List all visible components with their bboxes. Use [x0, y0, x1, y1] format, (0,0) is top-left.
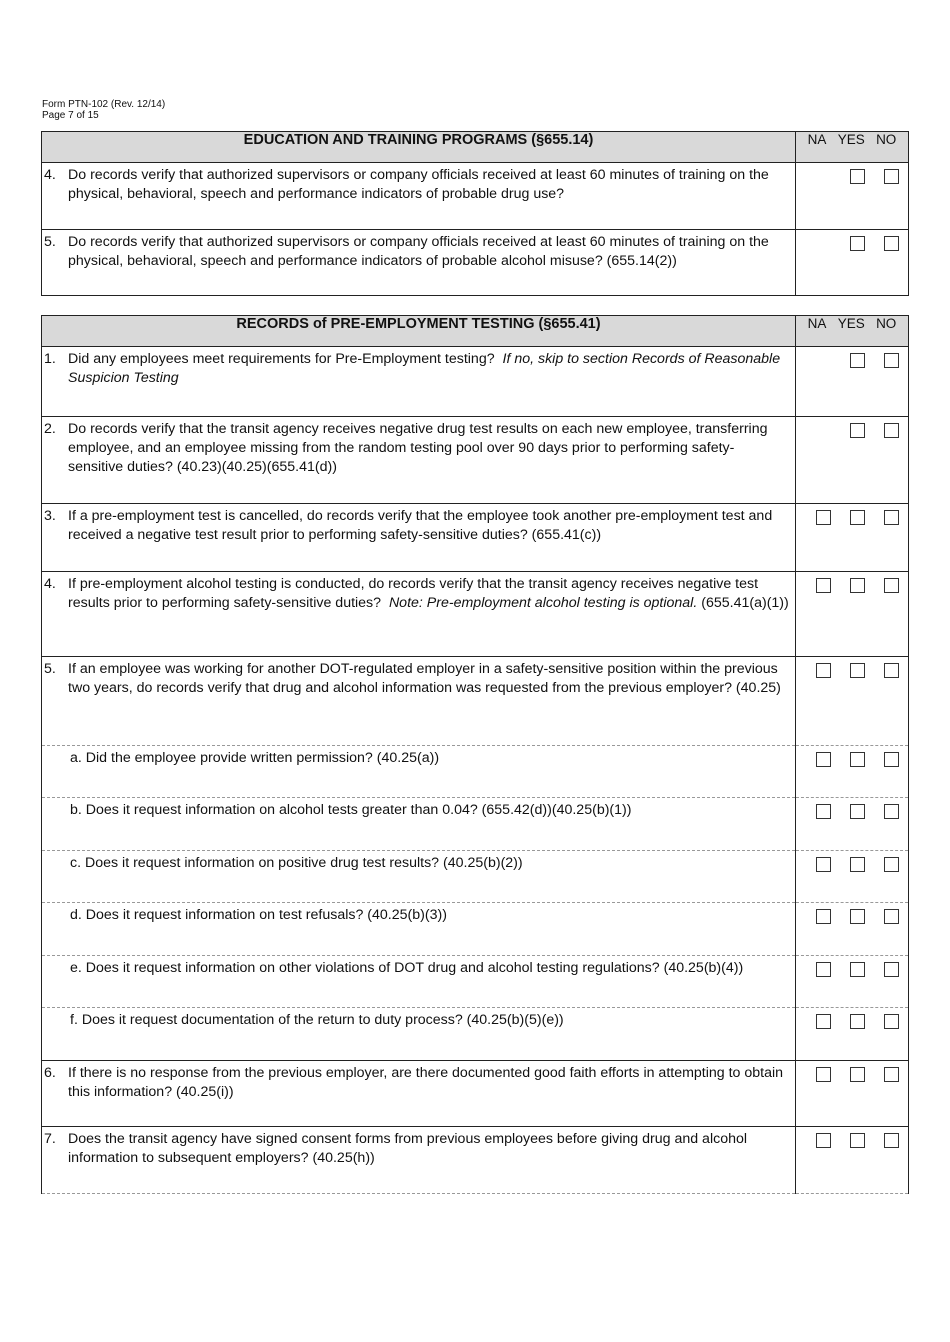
- yes-checkbox[interactable]: [850, 1014, 865, 1029]
- no-label: NO: [876, 132, 897, 147]
- question-text: Did any employees meet requirements for Pre-Employment testing?: [68, 351, 495, 367]
- page-number: Page 7 of 15: [42, 110, 99, 121]
- na-checkbox[interactable]: [816, 578, 831, 593]
- sub-question-row: [42, 851, 909, 903]
- sub-question-text: f. Does it request documentation of the return to duty process? (40.25(b)(5)(e)): [70, 1012, 564, 1028]
- na-label: NA: [807, 316, 827, 331]
- question-text: Does the transit agency have signed consent forms from previous employees before giving drug and alcohol information to subsequent employers? (40.25(h)): [68, 1131, 748, 1166]
- na-checkbox[interactable]: [816, 1133, 831, 1148]
- question-text: If there is no response from the previous employer, are there documented good faith efforts in attempting to obtain this information? (40.25(i)): [68, 1065, 784, 1100]
- question-row: [42, 417, 909, 504]
- yes-checkbox[interactable]: [850, 663, 865, 678]
- question-number: 5.: [44, 661, 56, 677]
- sub-question-text: e. Does it request information on other violations of DOT drug and alcohol testing regulations? (40.25(b)(4)): [70, 960, 744, 976]
- yes-checkbox[interactable]: [850, 169, 865, 184]
- section-pre-employment-testing: [41, 315, 909, 1194]
- question-row: [42, 504, 909, 572]
- na-checkbox[interactable]: [816, 1067, 831, 1082]
- question-text: If an employee was working for another DOT-regulated employer in a safety-sensitive position within the previous two years, do records verify that drug and alcohol information was requested from the previous employer? (40.25): [68, 661, 781, 696]
- no-checkbox[interactable]: [884, 578, 899, 593]
- na-checkbox[interactable]: [816, 510, 831, 525]
- no-checkbox[interactable]: [884, 1067, 899, 1082]
- question-text: Do records verify that the transit agency receives negative drug test results on each new employee, transferring employee, and an employee missing from the random testing pool over 90 days prior to performing safety-sensitive duties? (40.23)(40.25)(655.41(d)): [68, 421, 768, 475]
- yes-checkbox[interactable]: [850, 578, 865, 593]
- sub-question-text: a. Did the employee provide written permission? (40.25(a)): [70, 750, 440, 766]
- yes-checkbox[interactable]: [850, 1067, 865, 1082]
- section-education-training: [41, 131, 909, 296]
- sub-question-row: [42, 903, 909, 956]
- question-row: [42, 347, 909, 417]
- no-checkbox[interactable]: [884, 857, 899, 872]
- na-checkbox[interactable]: [816, 752, 831, 767]
- question-number: 3.: [44, 508, 56, 524]
- form-header: [42, 99, 165, 121]
- question-number: 4.: [44, 167, 56, 183]
- no-checkbox[interactable]: [884, 1014, 899, 1029]
- sub-question-text: b. Does it request information on alcohol tests greater than 0.04? (655.42(d))(40.25(b)(1)): [70, 802, 632, 818]
- question-citation: (655.41(a)(1)): [701, 595, 789, 611]
- na-checkbox[interactable]: [816, 663, 831, 678]
- question-number: 1.: [44, 351, 56, 367]
- question-row: [42, 1127, 909, 1194]
- question-text: If a pre-employment test is cancelled, do records verify that the employee took another pre-employment test and received a negative test result prior to performing safety-sensitive duties? (655.41(c)): [68, 508, 773, 543]
- question-text: Do records verify that authorized supervisors or company officials received at least 60 minutes of training on the physical, behavioral, speech and performance indicators of probable drug use?: [68, 167, 769, 202]
- na-checkbox[interactable]: [816, 1014, 831, 1029]
- no-checkbox[interactable]: [884, 510, 899, 525]
- answer-header: [796, 316, 909, 347]
- question-row: [42, 657, 909, 746]
- sub-question-text: d. Does it request information on test refusals? (40.25(b)(3)): [70, 907, 447, 923]
- yes-checkbox[interactable]: [850, 857, 865, 872]
- question-row: [42, 572, 909, 657]
- na-checkbox[interactable]: [816, 962, 831, 977]
- no-checkbox[interactable]: [884, 423, 899, 438]
- no-checkbox[interactable]: [884, 804, 899, 819]
- sub-question-row: [42, 798, 909, 851]
- yes-checkbox[interactable]: [850, 804, 865, 819]
- question-note: If no, skip to section Records of Reasonable Suspicion Testing: [68, 351, 781, 386]
- section-title: RECORDS of PRE-EMPLOYMENT TESTING (§655.41): [42, 316, 796, 347]
- section-title: EDUCATION AND TRAINING PROGRAMS (§655.14): [42, 132, 796, 163]
- no-checkbox[interactable]: [884, 752, 899, 767]
- yes-checkbox[interactable]: [850, 909, 865, 924]
- question-number: 4.: [44, 576, 56, 592]
- no-label: NO: [876, 316, 897, 331]
- yes-label: YES: [837, 132, 865, 147]
- question-row: [42, 230, 909, 296]
- yes-label: YES: [837, 316, 865, 331]
- question-text: Do records verify that authorized supervisors or company officials received at least 60 minutes of training on the physical, behavioral, speech and performance indicators of probable alcohol misuse? (655.14(2)): [68, 234, 769, 269]
- yes-checkbox[interactable]: [850, 1133, 865, 1148]
- na-checkbox[interactable]: [816, 909, 831, 924]
- question-number: 5.: [44, 234, 56, 250]
- sub-question-row: [42, 956, 909, 1008]
- form-id: Form PTN-102 (Rev. 12/14): [42, 99, 166, 110]
- yes-checkbox[interactable]: [850, 752, 865, 767]
- question-number: 2.: [44, 421, 56, 437]
- na-checkbox[interactable]: [816, 804, 831, 819]
- yes-checkbox[interactable]: [850, 353, 865, 368]
- no-checkbox[interactable]: [884, 962, 899, 977]
- sub-question-row: [42, 1008, 909, 1061]
- sub-question-row: [42, 746, 909, 798]
- no-checkbox[interactable]: [884, 169, 899, 184]
- no-checkbox[interactable]: [884, 236, 899, 251]
- sub-question-text: c. Does it request information on positive drug test results? (40.25(b)(2)): [70, 855, 523, 871]
- question-row: [42, 163, 909, 230]
- yes-checkbox[interactable]: [850, 962, 865, 977]
- no-checkbox[interactable]: [884, 1133, 899, 1148]
- question-note: Note: Pre-employment alcohol testing is optional.: [388, 595, 698, 611]
- answer-header: [796, 132, 909, 163]
- yes-checkbox[interactable]: [850, 510, 865, 525]
- question-number: 6.: [44, 1065, 56, 1081]
- yes-checkbox[interactable]: [850, 236, 865, 251]
- question-number: 7.: [44, 1131, 56, 1147]
- yes-checkbox[interactable]: [850, 423, 865, 438]
- no-checkbox[interactable]: [884, 909, 899, 924]
- question-row: [42, 1061, 909, 1127]
- no-checkbox[interactable]: [884, 353, 899, 368]
- question-text: If pre-employment alcohol testing is conducted, do records verify that the transit agency receives negative test results prior to performing safety-sensitive duties?: [68, 576, 759, 611]
- na-label: NA: [807, 132, 827, 147]
- no-checkbox[interactable]: [884, 663, 899, 678]
- na-checkbox[interactable]: [816, 857, 831, 872]
